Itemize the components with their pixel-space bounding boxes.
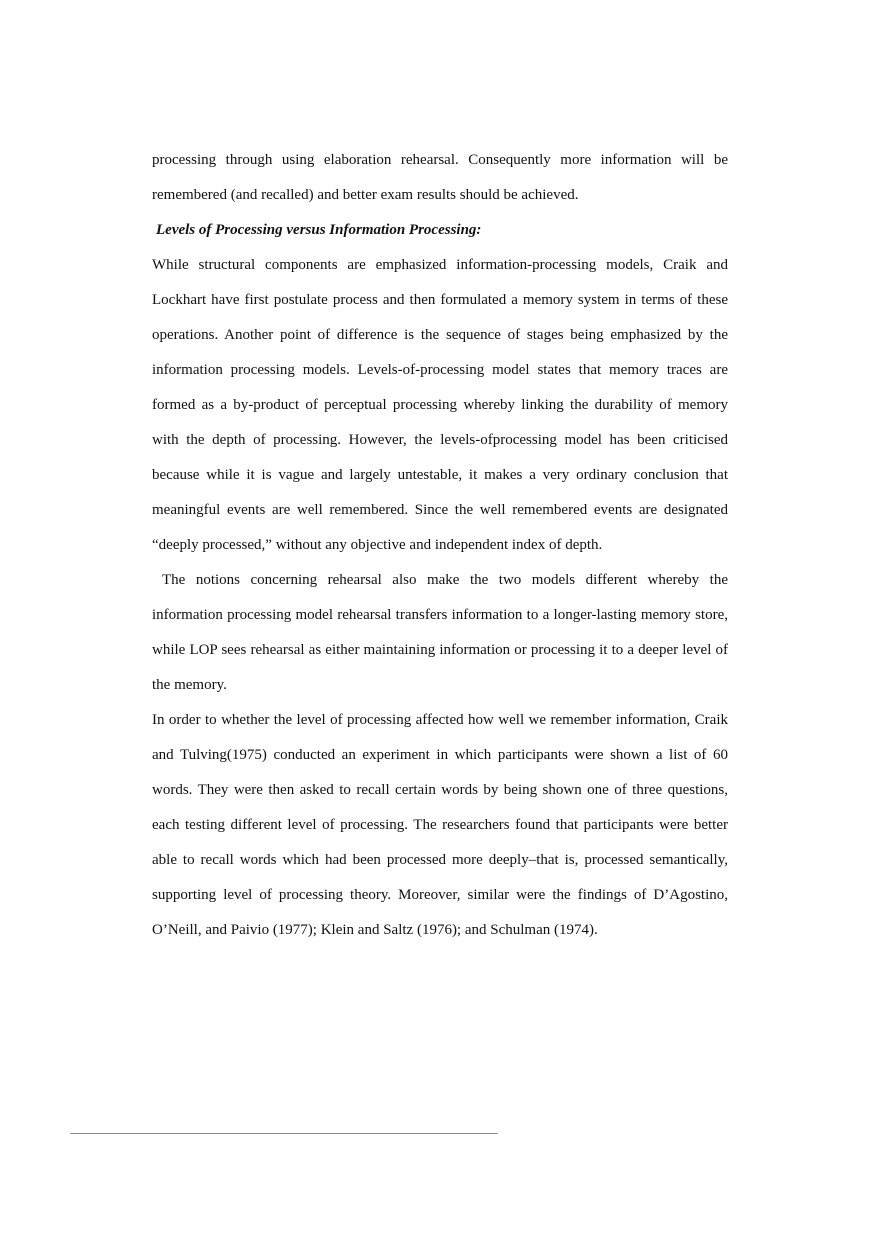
paragraph-comparison: While structural components are emphasized information-processing models, Craik and Lockhart have first postulate process and then formulated a memory system in terms of these operations. Another point of difference is the sequence of stages being emphasized by the information processing models. Levels-of-processing model states that memory traces are formed as a by-product of perceptual processing whereby linking the durability of memory with the depth of processing. However, the levels-ofprocessing model has been criticised because while it is vague and largely untestable, it makes a very ordinary conclusion that meaningful events are well remembered. Since the well remembered events are designated “deeply processed,” without any objective and independent index of depth. xyxy=(152,257,728,553)
paragraph-rehearsal: The notions concerning rehearsal also make the two models different whereby the information processing model rehearsal transfers information to a longer-lasting memory store, while LOP sees rehearsal as either maintaining information or processing it to a deeper level of the memory. xyxy=(152,572,728,693)
section-heading: Levels of Processing versus Information Processing: xyxy=(156,222,482,238)
body-text xyxy=(152,143,728,948)
paragraph-experiment: In order to whether the level of processing affected how well we remember information, Craik and Tulving(1975) conducted an experiment in which participants were shown a list of 60 words. They were then asked to recall certain words by being shown one of three questions, each testing different level of processing. The researchers found that participants were better able to recall words which had been processed more deeply–that is, processed semantically, supporting level of processing theory. Moreover, similar were the findings of D’Agostino, O’Neill, and Paivio (1977); Klein and Saltz (1976); and Schulman (1974). xyxy=(152,712,728,938)
paragraph-continuation: processing through using elaboration rehearsal. Consequently more information will be remembered (and recalled) and better exam results should be achieved. xyxy=(152,152,728,203)
footnote-separator xyxy=(70,1133,498,1134)
